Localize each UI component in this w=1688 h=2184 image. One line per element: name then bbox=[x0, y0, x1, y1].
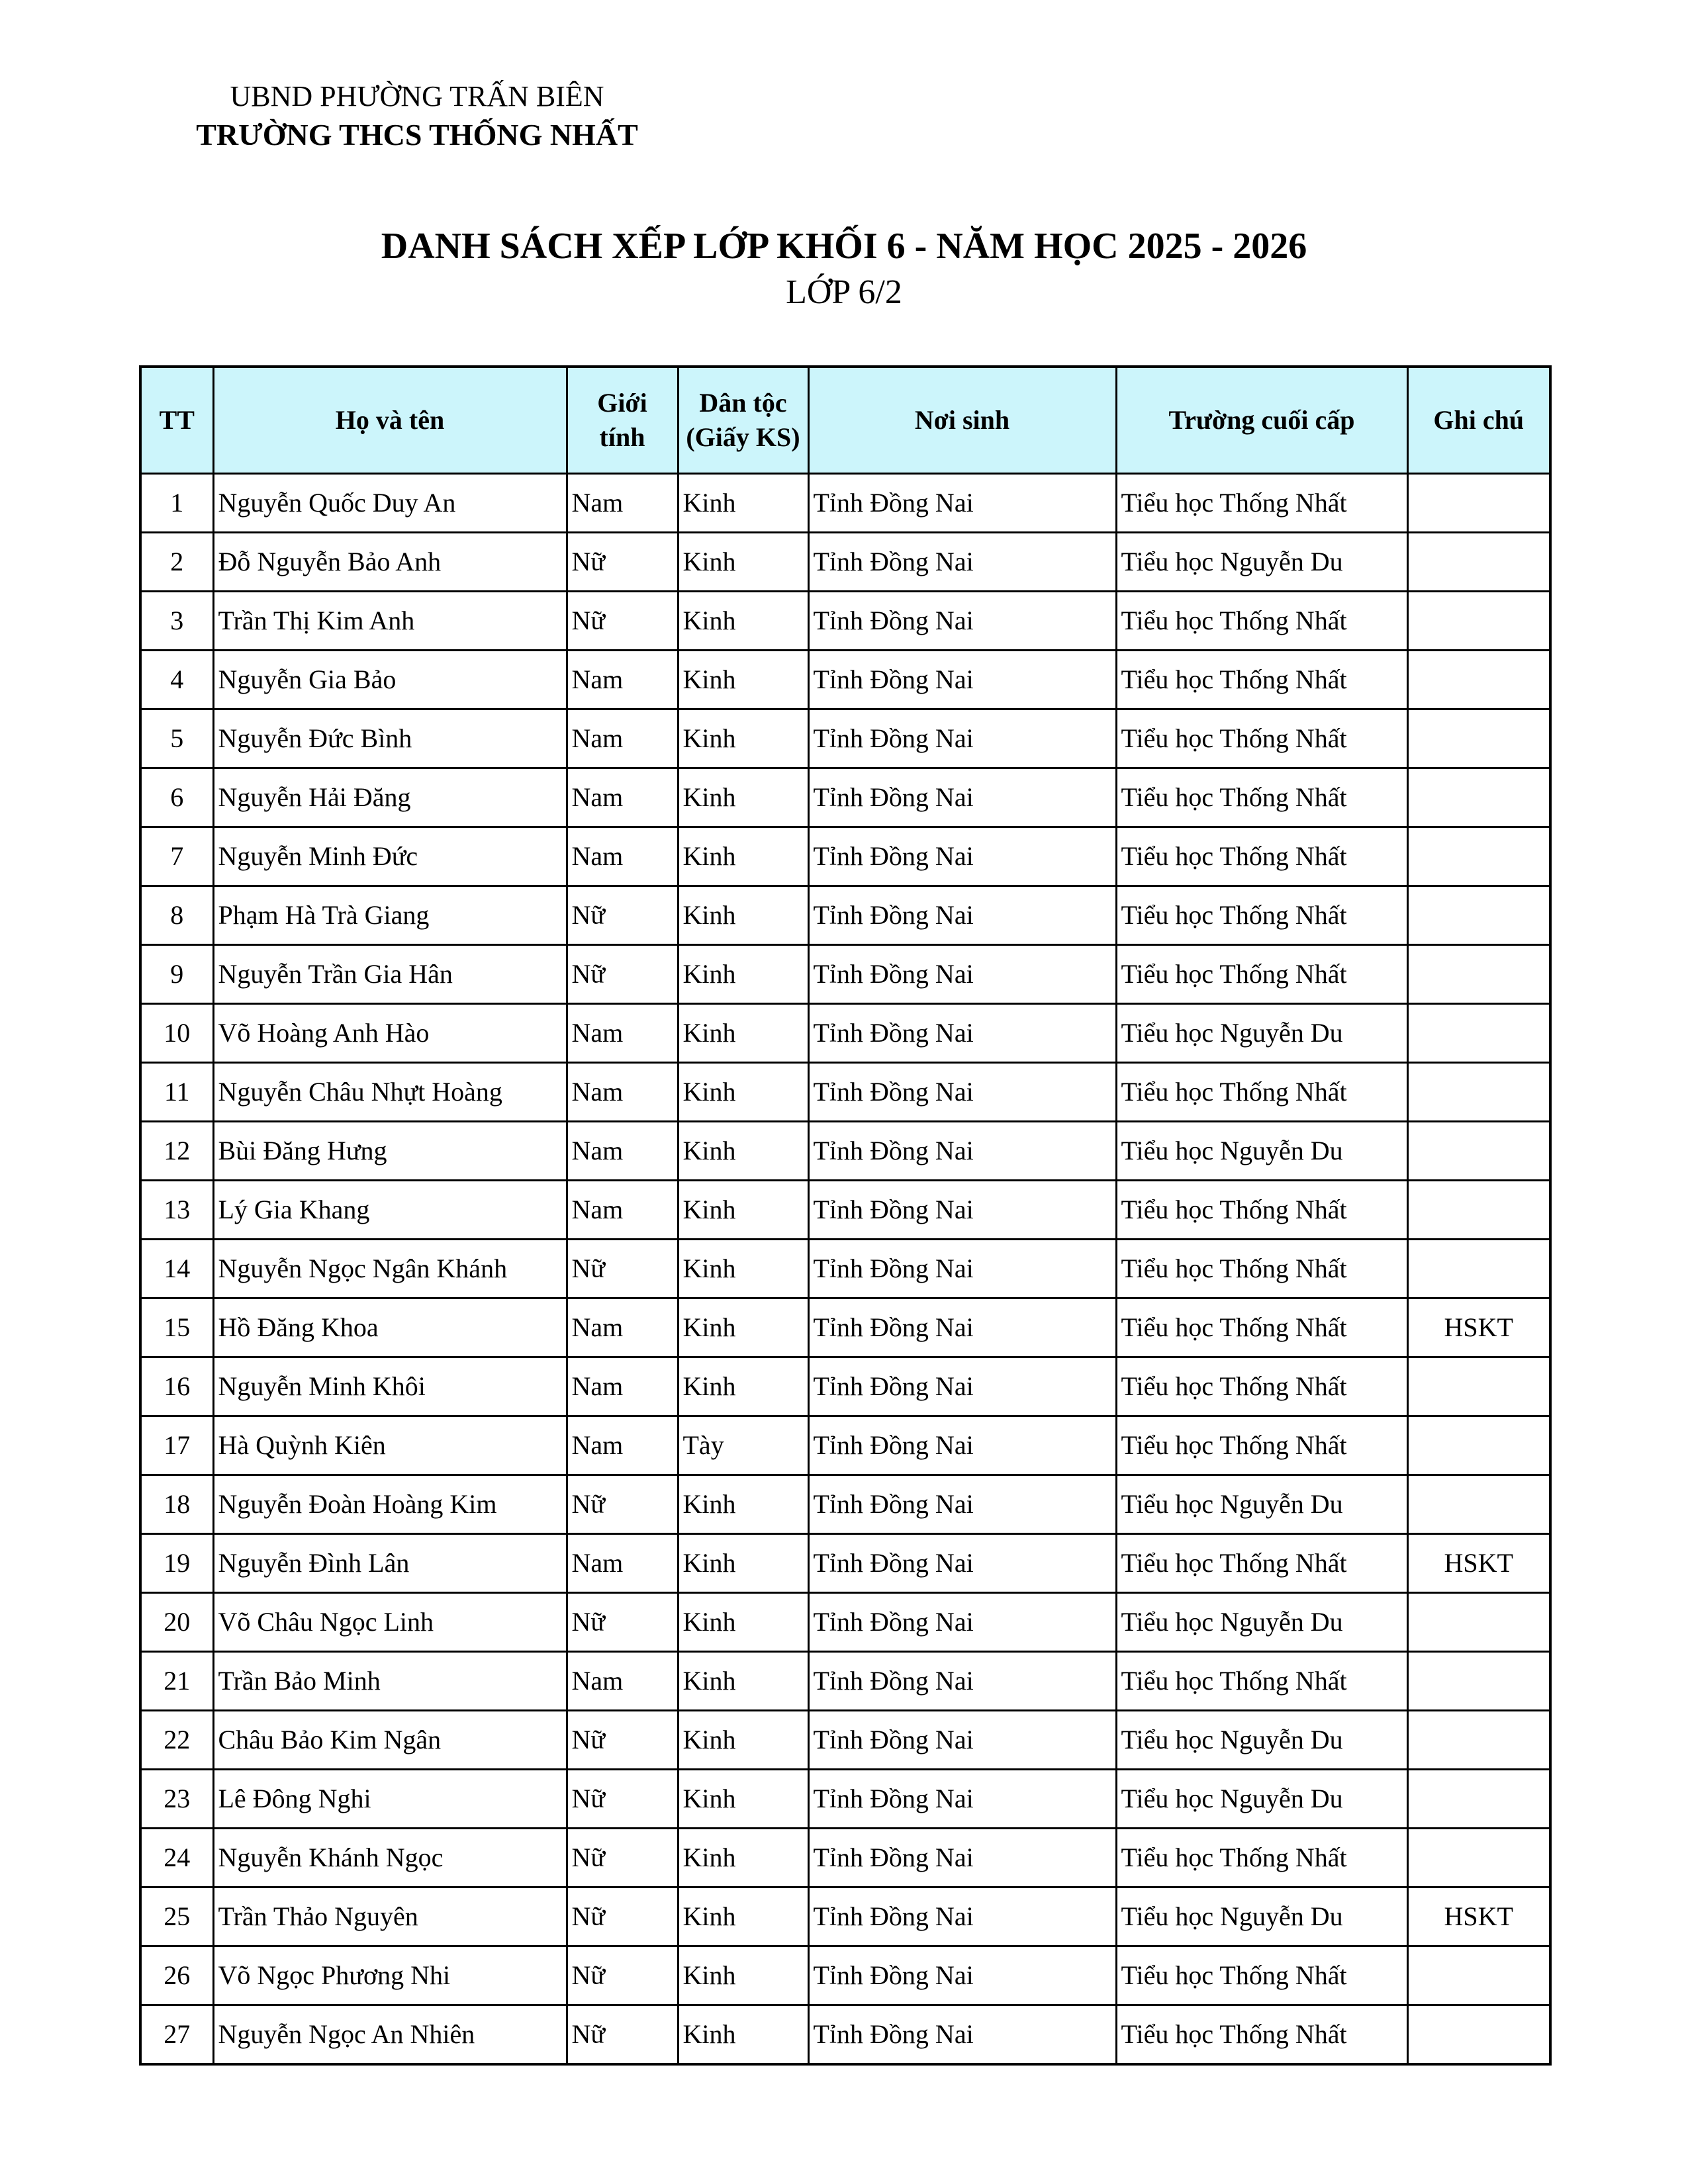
table-row bbox=[140, 1593, 1550, 1652]
school-name: TRƯỜNG THCS THỐNG NHẤT bbox=[196, 118, 638, 152]
cell-birthplace: Tỉnh Đồng Nai bbox=[808, 1357, 1116, 1416]
column-header-ethnic bbox=[678, 367, 808, 474]
cell-tt: 7 bbox=[140, 827, 213, 886]
cell-gender: Nam bbox=[567, 1357, 678, 1416]
cell-note bbox=[1407, 1946, 1550, 2005]
cell-gender: Nam bbox=[567, 651, 678, 709]
table-row bbox=[140, 768, 1550, 827]
cell-name: Nguyễn Trần Gia Hân bbox=[213, 945, 567, 1004]
cell-birthplace: Tỉnh Đồng Nai bbox=[808, 1298, 1116, 1357]
cell-name: Nguyễn Quốc Duy An bbox=[213, 474, 567, 533]
table-row bbox=[140, 1357, 1550, 1416]
cell-prev-school: Tiểu học Thống Nhất bbox=[1116, 1829, 1407, 1888]
table-row bbox=[140, 1063, 1550, 1122]
column-header-birthplace: Nơi sinh bbox=[808, 367, 1116, 474]
cell-note bbox=[1407, 474, 1550, 533]
cell-gender: Nam bbox=[567, 1416, 678, 1475]
cell-ethnic: Kinh bbox=[678, 1711, 808, 1770]
table-body bbox=[140, 474, 1550, 2065]
cell-ethnic: Kinh bbox=[678, 1240, 808, 1298]
student-roster-table bbox=[139, 365, 1552, 2066]
cell-ethnic: Kinh bbox=[678, 533, 808, 592]
cell-gender: Nữ bbox=[567, 2005, 678, 2065]
cell-prev-school: Tiểu học Thống Nhất bbox=[1116, 1063, 1407, 1122]
cell-birthplace: Tỉnh Đồng Nai bbox=[808, 768, 1116, 827]
cell-ethnic: Kinh bbox=[678, 1181, 808, 1240]
cell-gender: Nữ bbox=[567, 1946, 678, 2005]
cell-note bbox=[1407, 1181, 1550, 1240]
cell-birthplace: Tỉnh Đồng Nai bbox=[808, 709, 1116, 768]
cell-note bbox=[1407, 945, 1550, 1004]
cell-tt: 6 bbox=[140, 768, 213, 827]
cell-tt: 22 bbox=[140, 1711, 213, 1770]
cell-note bbox=[1407, 1122, 1550, 1181]
table-row bbox=[140, 1004, 1550, 1063]
cell-prev-school: Tiểu học Nguyễn Du bbox=[1116, 1122, 1407, 1181]
cell-note bbox=[1407, 768, 1550, 827]
cell-tt: 14 bbox=[140, 1240, 213, 1298]
cell-birthplace: Tỉnh Đồng Nai bbox=[808, 533, 1116, 592]
cell-gender: Nữ bbox=[567, 1711, 678, 1770]
cell-prev-school: Tiểu học Nguyễn Du bbox=[1116, 1004, 1407, 1063]
cell-name: Nguyễn Hải Đăng bbox=[213, 768, 567, 827]
cell-birthplace: Tỉnh Đồng Nai bbox=[808, 1711, 1116, 1770]
cell-ethnic: Kinh bbox=[678, 1593, 808, 1652]
cell-birthplace: Tỉnh Đồng Nai bbox=[808, 1122, 1116, 1181]
cell-name: Nguyễn Đức Bình bbox=[213, 709, 567, 768]
cell-birthplace: Tỉnh Đồng Nai bbox=[808, 1888, 1116, 1946]
cell-gender: Nữ bbox=[567, 1770, 678, 1829]
cell-note bbox=[1407, 651, 1550, 709]
column-header-gender bbox=[567, 367, 678, 474]
cell-gender: Nam bbox=[567, 474, 678, 533]
table-row bbox=[140, 1946, 1550, 2005]
cell-note bbox=[1407, 1240, 1550, 1298]
table-row bbox=[140, 592, 1550, 651]
cell-gender: Nam bbox=[567, 1652, 678, 1711]
cell-ethnic: Kinh bbox=[678, 1475, 808, 1534]
agency-name: UBND PHƯỜNG TRẤN BIÊN bbox=[230, 80, 604, 113]
cell-name: Bùi Đăng Hưng bbox=[213, 1122, 567, 1181]
cell-prev-school: Tiểu học Thống Nhất bbox=[1116, 1240, 1407, 1298]
table-row bbox=[140, 1475, 1550, 1534]
cell-prev-school: Tiểu học Nguyễn Du bbox=[1116, 1711, 1407, 1770]
column-header-gender-line2: tính bbox=[599, 422, 645, 452]
table-row bbox=[140, 1298, 1550, 1357]
cell-ethnic: Kinh bbox=[678, 592, 808, 651]
cell-tt: 19 bbox=[140, 1534, 213, 1593]
table-row bbox=[140, 651, 1550, 709]
cell-note: HSKT bbox=[1407, 1298, 1550, 1357]
cell-tt: 25 bbox=[140, 1888, 213, 1946]
cell-tt: 27 bbox=[140, 2005, 213, 2065]
table-row bbox=[140, 945, 1550, 1004]
cell-ethnic: Kinh bbox=[678, 709, 808, 768]
cell-tt: 13 bbox=[140, 1181, 213, 1240]
cell-birthplace: Tỉnh Đồng Nai bbox=[808, 1534, 1116, 1593]
cell-ethnic: Kinh bbox=[678, 1770, 808, 1829]
table-row bbox=[140, 1534, 1550, 1593]
cell-ethnic: Tày bbox=[678, 1416, 808, 1475]
cell-name: Trần Thị Kim Anh bbox=[213, 592, 567, 651]
cell-tt: 24 bbox=[140, 1829, 213, 1888]
cell-name: Nguyễn Châu Nhựt Hoàng bbox=[213, 1063, 567, 1122]
column-header-ethnic-line2: (Giấy KS) bbox=[686, 422, 800, 452]
cell-note bbox=[1407, 2005, 1550, 2065]
cell-gender: Nam bbox=[567, 1534, 678, 1593]
table-row bbox=[140, 1770, 1550, 1829]
cell-note bbox=[1407, 1475, 1550, 1534]
document-title: DANH SÁCH XẾP LỚP KHỐI 6 - NĂM HỌC 2025 - 2026 bbox=[381, 226, 1307, 267]
cell-name: Châu Bảo Kim Ngân bbox=[213, 1711, 567, 1770]
cell-birthplace: Tỉnh Đồng Nai bbox=[808, 1829, 1116, 1888]
cell-note bbox=[1407, 1004, 1550, 1063]
cell-tt: 9 bbox=[140, 945, 213, 1004]
cell-ethnic: Kinh bbox=[678, 1063, 808, 1122]
cell-note bbox=[1407, 886, 1550, 945]
cell-note bbox=[1407, 1416, 1550, 1475]
class-name: LỚP 6/2 bbox=[786, 273, 902, 311]
cell-tt: 18 bbox=[140, 1475, 213, 1534]
cell-birthplace: Tỉnh Đồng Nai bbox=[808, 474, 1116, 533]
cell-ethnic: Kinh bbox=[678, 2005, 808, 2065]
cell-gender: Nữ bbox=[567, 592, 678, 651]
table-row bbox=[140, 1829, 1550, 1888]
cell-prev-school: Tiểu học Thống Nhất bbox=[1116, 709, 1407, 768]
cell-tt: 16 bbox=[140, 1357, 213, 1416]
cell-name: Nguyễn Đoàn Hoàng Kim bbox=[213, 1475, 567, 1534]
column-header-ethnic-line1: Dân tộc bbox=[699, 388, 787, 418]
cell-prev-school: Tiểu học Thống Nhất bbox=[1116, 474, 1407, 533]
cell-birthplace: Tỉnh Đồng Nai bbox=[808, 1593, 1116, 1652]
column-header-gender-line1: Giới bbox=[597, 388, 647, 418]
cell-gender: Nữ bbox=[567, 1240, 678, 1298]
cell-tt: 15 bbox=[140, 1298, 213, 1357]
cell-birthplace: Tỉnh Đồng Nai bbox=[808, 1416, 1116, 1475]
cell-name: Hồ Đăng Khoa bbox=[213, 1298, 567, 1357]
cell-gender: Nam bbox=[567, 1298, 678, 1357]
cell-prev-school: Tiểu học Thống Nhất bbox=[1116, 1298, 1407, 1357]
cell-name: Nguyễn Khánh Ngọc bbox=[213, 1829, 567, 1888]
cell-birthplace: Tỉnh Đồng Nai bbox=[808, 1004, 1116, 1063]
cell-ethnic: Kinh bbox=[678, 1829, 808, 1888]
cell-birthplace: Tỉnh Đồng Nai bbox=[808, 1946, 1116, 2005]
cell-tt: 8 bbox=[140, 886, 213, 945]
cell-name: Trần Thảo Nguyên bbox=[213, 1888, 567, 1946]
cell-gender: Nữ bbox=[567, 945, 678, 1004]
cell-note bbox=[1407, 1357, 1550, 1416]
table-row bbox=[140, 709, 1550, 768]
cell-name: Nguyễn Ngọc Ngân Khánh bbox=[213, 1240, 567, 1298]
cell-prev-school: Tiểu học Thống Nhất bbox=[1116, 1534, 1407, 1593]
cell-name: Trần Bảo Minh bbox=[213, 1652, 567, 1711]
cell-birthplace: Tỉnh Đồng Nai bbox=[808, 1063, 1116, 1122]
cell-name: Võ Châu Ngọc Linh bbox=[213, 1593, 567, 1652]
cell-birthplace: Tỉnh Đồng Nai bbox=[808, 1475, 1116, 1534]
cell-prev-school: Tiểu học Nguyễn Du bbox=[1116, 1888, 1407, 1946]
cell-name: Lê Đông Nghi bbox=[213, 1770, 567, 1829]
cell-tt: 20 bbox=[140, 1593, 213, 1652]
document-header bbox=[165, 78, 669, 155]
cell-birthplace: Tỉnh Đồng Nai bbox=[808, 592, 1116, 651]
cell-note bbox=[1407, 1711, 1550, 1770]
cell-birthplace: Tỉnh Đồng Nai bbox=[808, 1770, 1116, 1829]
cell-prev-school: Tiểu học Thống Nhất bbox=[1116, 768, 1407, 827]
cell-tt: 11 bbox=[140, 1063, 213, 1122]
cell-prev-school: Tiểu học Thống Nhất bbox=[1116, 1946, 1407, 2005]
cell-gender: Nam bbox=[567, 1181, 678, 1240]
cell-name: Phạm Hà Trà Giang bbox=[213, 886, 567, 945]
cell-name: Võ Hoàng Anh Hào bbox=[213, 1004, 567, 1063]
cell-gender: Nam bbox=[567, 1063, 678, 1122]
cell-ethnic: Kinh bbox=[678, 1652, 808, 1711]
cell-birthplace: Tỉnh Đồng Nai bbox=[808, 1240, 1116, 1298]
cell-prev-school: Tiểu học Thống Nhất bbox=[1116, 945, 1407, 1004]
column-header-note: Ghi chú bbox=[1407, 367, 1550, 474]
cell-note bbox=[1407, 1829, 1550, 1888]
column-header-tt: TT bbox=[140, 367, 213, 474]
table-row bbox=[140, 1888, 1550, 1946]
cell-prev-school: Tiểu học Thống Nhất bbox=[1116, 1652, 1407, 1711]
cell-ethnic: Kinh bbox=[678, 827, 808, 886]
cell-birthplace: Tỉnh Đồng Nai bbox=[808, 827, 1116, 886]
cell-ethnic: Kinh bbox=[678, 1004, 808, 1063]
cell-birthplace: Tỉnh Đồng Nai bbox=[808, 651, 1116, 709]
cell-name: Nguyễn Ngọc An Nhiên bbox=[213, 2005, 567, 2065]
column-header-name: Họ và tên bbox=[213, 367, 567, 474]
cell-gender: Nữ bbox=[567, 1888, 678, 1946]
cell-tt: 17 bbox=[140, 1416, 213, 1475]
cell-note bbox=[1407, 1770, 1550, 1829]
cell-name: Nguyễn Gia Bảo bbox=[213, 651, 567, 709]
cell-gender: Nam bbox=[567, 709, 678, 768]
cell-prev-school: Tiểu học Nguyễn Du bbox=[1116, 533, 1407, 592]
cell-note: HSKT bbox=[1407, 1534, 1550, 1593]
cell-tt: 21 bbox=[140, 1652, 213, 1711]
cell-ethnic: Kinh bbox=[678, 1534, 808, 1593]
cell-ethnic: Kinh bbox=[678, 1357, 808, 1416]
cell-tt: 10 bbox=[140, 1004, 213, 1063]
cell-note bbox=[1407, 1593, 1550, 1652]
table-row bbox=[140, 2005, 1550, 2065]
title-block bbox=[0, 222, 1688, 315]
cell-ethnic: Kinh bbox=[678, 1122, 808, 1181]
cell-tt: 3 bbox=[140, 592, 213, 651]
cell-prev-school: Tiểu học Thống Nhất bbox=[1116, 827, 1407, 886]
table-row bbox=[140, 1711, 1550, 1770]
cell-tt: 2 bbox=[140, 533, 213, 592]
cell-name: Đỗ Nguyễn Bảo Anh bbox=[213, 533, 567, 592]
table-row bbox=[140, 1181, 1550, 1240]
cell-note bbox=[1407, 533, 1550, 592]
cell-tt: 1 bbox=[140, 474, 213, 533]
cell-prev-school: Tiểu học Nguyễn Du bbox=[1116, 1593, 1407, 1652]
cell-birthplace: Tỉnh Đồng Nai bbox=[808, 945, 1116, 1004]
column-header-prev-school: Trường cuối cấp bbox=[1116, 367, 1407, 474]
cell-note bbox=[1407, 827, 1550, 886]
cell-prev-school: Tiểu học Thống Nhất bbox=[1116, 2005, 1407, 2065]
cell-gender: Nữ bbox=[567, 886, 678, 945]
cell-note: HSKT bbox=[1407, 1888, 1550, 1946]
table-row bbox=[140, 1416, 1550, 1475]
cell-gender: Nam bbox=[567, 1004, 678, 1063]
cell-gender: Nam bbox=[567, 768, 678, 827]
cell-prev-school: Tiểu học Thống Nhất bbox=[1116, 592, 1407, 651]
cell-gender: Nữ bbox=[567, 533, 678, 592]
table-row bbox=[140, 1122, 1550, 1181]
cell-gender: Nữ bbox=[567, 1475, 678, 1534]
table-row bbox=[140, 827, 1550, 886]
cell-gender: Nữ bbox=[567, 1593, 678, 1652]
cell-prev-school: Tiểu học Thống Nhất bbox=[1116, 1181, 1407, 1240]
cell-note bbox=[1407, 1652, 1550, 1711]
cell-birthplace: Tỉnh Đồng Nai bbox=[808, 1181, 1116, 1240]
cell-tt: 4 bbox=[140, 651, 213, 709]
table-row bbox=[140, 533, 1550, 592]
cell-prev-school: Tiểu học Nguyễn Du bbox=[1116, 1770, 1407, 1829]
cell-name: Hà Quỳnh Kiên bbox=[213, 1416, 567, 1475]
cell-ethnic: Kinh bbox=[678, 651, 808, 709]
cell-birthplace: Tỉnh Đồng Nai bbox=[808, 886, 1116, 945]
cell-note bbox=[1407, 709, 1550, 768]
cell-birthplace: Tỉnh Đồng Nai bbox=[808, 2005, 1116, 2065]
cell-name: Nguyễn Minh Đức bbox=[213, 827, 567, 886]
cell-tt: 26 bbox=[140, 1946, 213, 2005]
cell-prev-school: Tiểu học Thống Nhất bbox=[1116, 1357, 1407, 1416]
cell-gender: Nam bbox=[567, 1122, 678, 1181]
table-row bbox=[140, 474, 1550, 533]
cell-ethnic: Kinh bbox=[678, 1946, 808, 2005]
table-row bbox=[140, 1240, 1550, 1298]
cell-birthplace: Tỉnh Đồng Nai bbox=[808, 1652, 1116, 1711]
cell-name: Lý Gia Khang bbox=[213, 1181, 567, 1240]
cell-ethnic: Kinh bbox=[678, 474, 808, 533]
cell-note bbox=[1407, 592, 1550, 651]
cell-ethnic: Kinh bbox=[678, 886, 808, 945]
cell-ethnic: Kinh bbox=[678, 1888, 808, 1946]
cell-prev-school: Tiểu học Thống Nhất bbox=[1116, 651, 1407, 709]
table-row bbox=[140, 886, 1550, 945]
cell-tt: 12 bbox=[140, 1122, 213, 1181]
cell-prev-school: Tiểu học Thống Nhất bbox=[1116, 1416, 1407, 1475]
cell-gender: Nữ bbox=[567, 1829, 678, 1888]
cell-name: Nguyễn Minh Khôi bbox=[213, 1357, 567, 1416]
cell-tt: 23 bbox=[140, 1770, 213, 1829]
cell-name: Nguyễn Đình Lân bbox=[213, 1534, 567, 1593]
table-row bbox=[140, 1652, 1550, 1711]
cell-ethnic: Kinh bbox=[678, 768, 808, 827]
cell-prev-school: Tiểu học Thống Nhất bbox=[1116, 886, 1407, 945]
cell-prev-school: Tiểu học Nguyễn Du bbox=[1116, 1475, 1407, 1534]
cell-ethnic: Kinh bbox=[678, 945, 808, 1004]
cell-tt: 5 bbox=[140, 709, 213, 768]
cell-name: Võ Ngọc Phương Nhi bbox=[213, 1946, 567, 2005]
cell-note bbox=[1407, 1063, 1550, 1122]
cell-ethnic: Kinh bbox=[678, 1298, 808, 1357]
table-header-row bbox=[140, 367, 1550, 474]
cell-gender: Nam bbox=[567, 827, 678, 886]
